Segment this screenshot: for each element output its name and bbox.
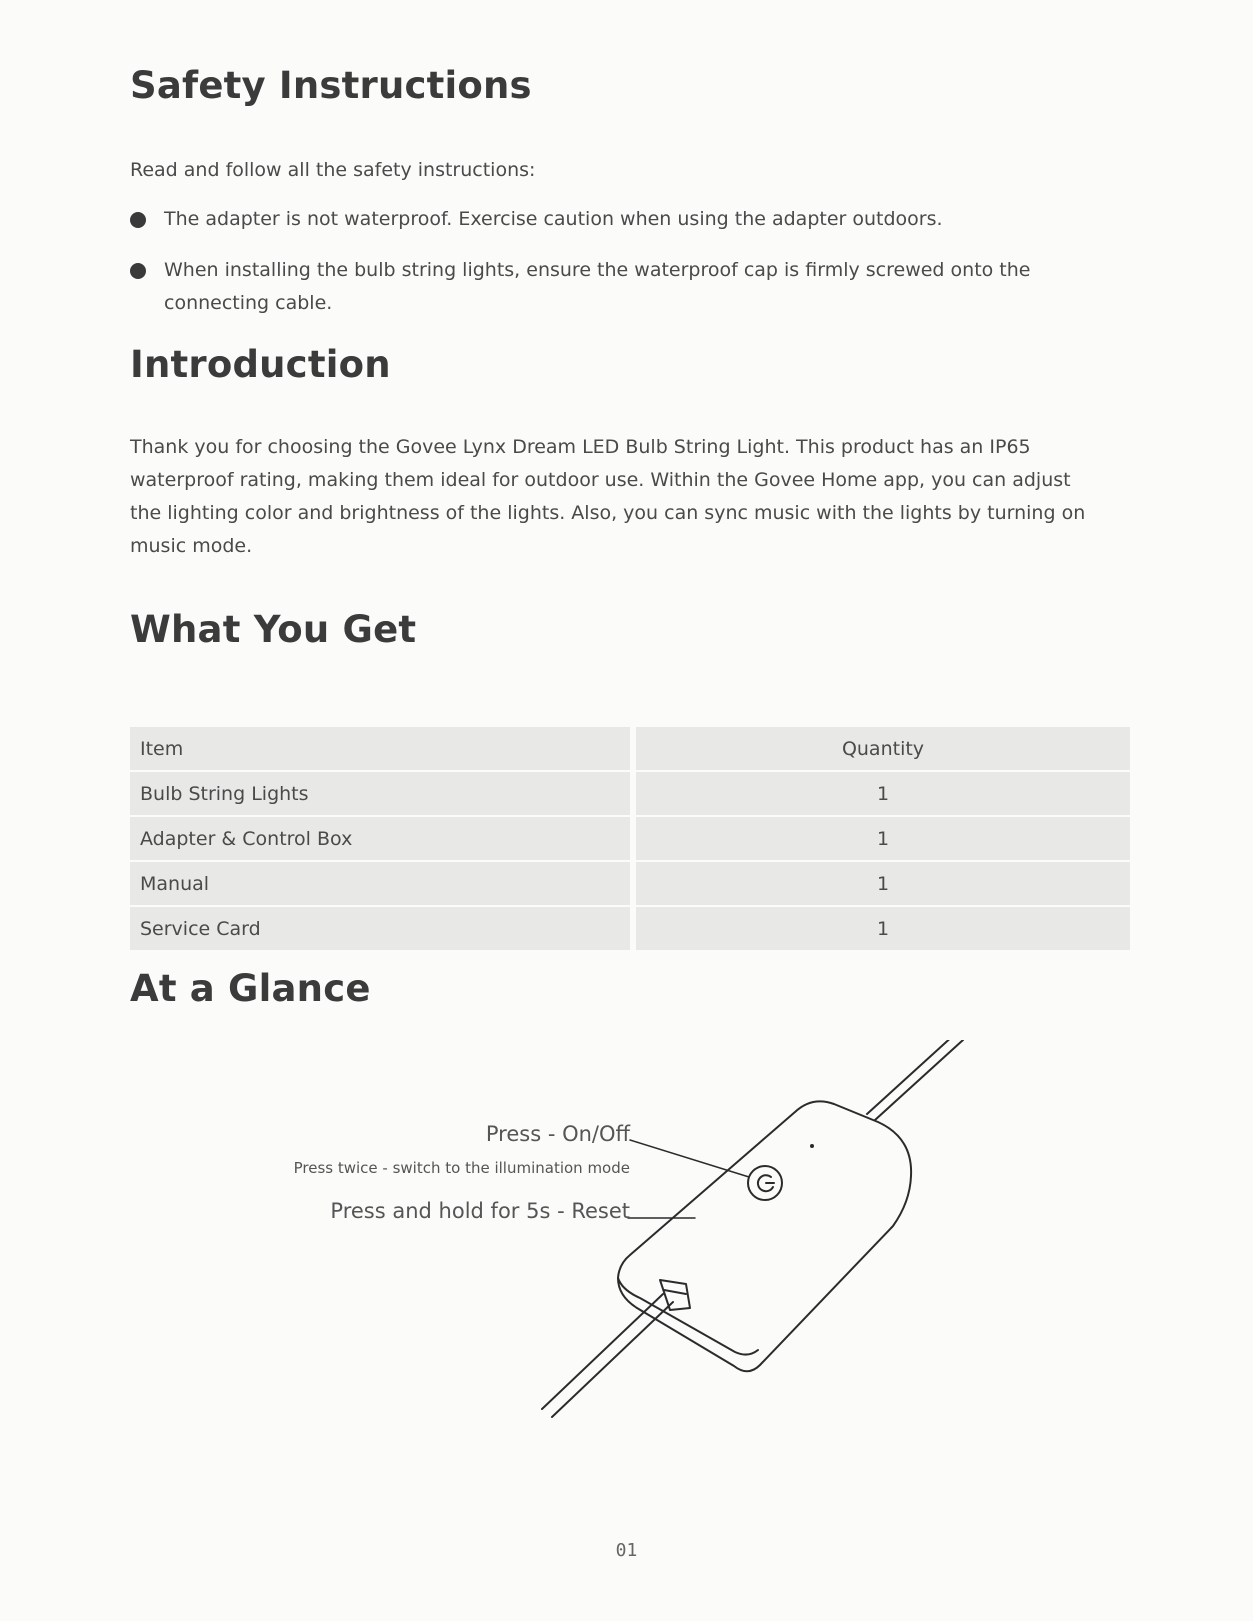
table-header-row (130, 727, 1130, 770)
item-cell: Adapter & Control Box (130, 817, 630, 860)
control-box-diagram (0, 1040, 1253, 1460)
bullet-icon (130, 263, 146, 279)
item-cell: Manual (130, 862, 630, 905)
label-press-twice: Press twice - switch to the illumination mode (293, 1159, 630, 1177)
bullet-icon (130, 212, 146, 228)
label-press-hold: Press and hold for 5s - Reset (330, 1199, 630, 1223)
what-you-get-heading: What You Get (130, 608, 417, 651)
table-row (130, 772, 1130, 815)
quantity-cell: 1 (630, 907, 1130, 950)
label-press-on-off: Press - On/Off (485, 1122, 630, 1146)
safety-heading: Safety Instructions (130, 64, 532, 107)
table-row (130, 862, 1130, 905)
safety-bullet-text: The adapter is not waterproof. Exercise caution when using the adapter outdoors. (164, 208, 943, 230)
safety-intro: Read and follow all the safety instructions: (130, 159, 536, 181)
item-cell: Bulb String Lights (130, 772, 630, 815)
item-cell: Service Card (130, 907, 630, 950)
quantity-cell: 1 (630, 772, 1130, 815)
introduction-body: Thank you for choosing the Govee Lynx Dream LED Bulb String Light. This product has an IP65 waterproof rating, making them ideal for outdoor use. Within the Govee Home app, you can adjust the lighting color and brightness of the lights. Also, you can sync music with the lights by turning on music mode. (130, 436, 1086, 557)
contents-table (130, 725, 1130, 952)
page-number: 01 (615, 1540, 638, 1561)
quantity-cell: 1 (630, 862, 1130, 905)
table-row (130, 817, 1130, 860)
column-header-quantity: Quantity (630, 727, 1130, 770)
safety-bullet-text: When installing the bulb string lights, ensure the waterproof cap is firmly screwed onto the connecting cable. (164, 259, 1031, 314)
safety-bullet (130, 254, 1130, 320)
control-box-illustration (0, 1040, 1253, 1460)
column-header-item: Item (130, 727, 630, 770)
introduction-heading: Introduction (130, 343, 391, 386)
table-row (130, 907, 1130, 950)
at-a-glance-heading: At a Glance (130, 967, 371, 1010)
quantity-cell: 1 (630, 817, 1130, 860)
safety-bullet (130, 203, 1130, 236)
